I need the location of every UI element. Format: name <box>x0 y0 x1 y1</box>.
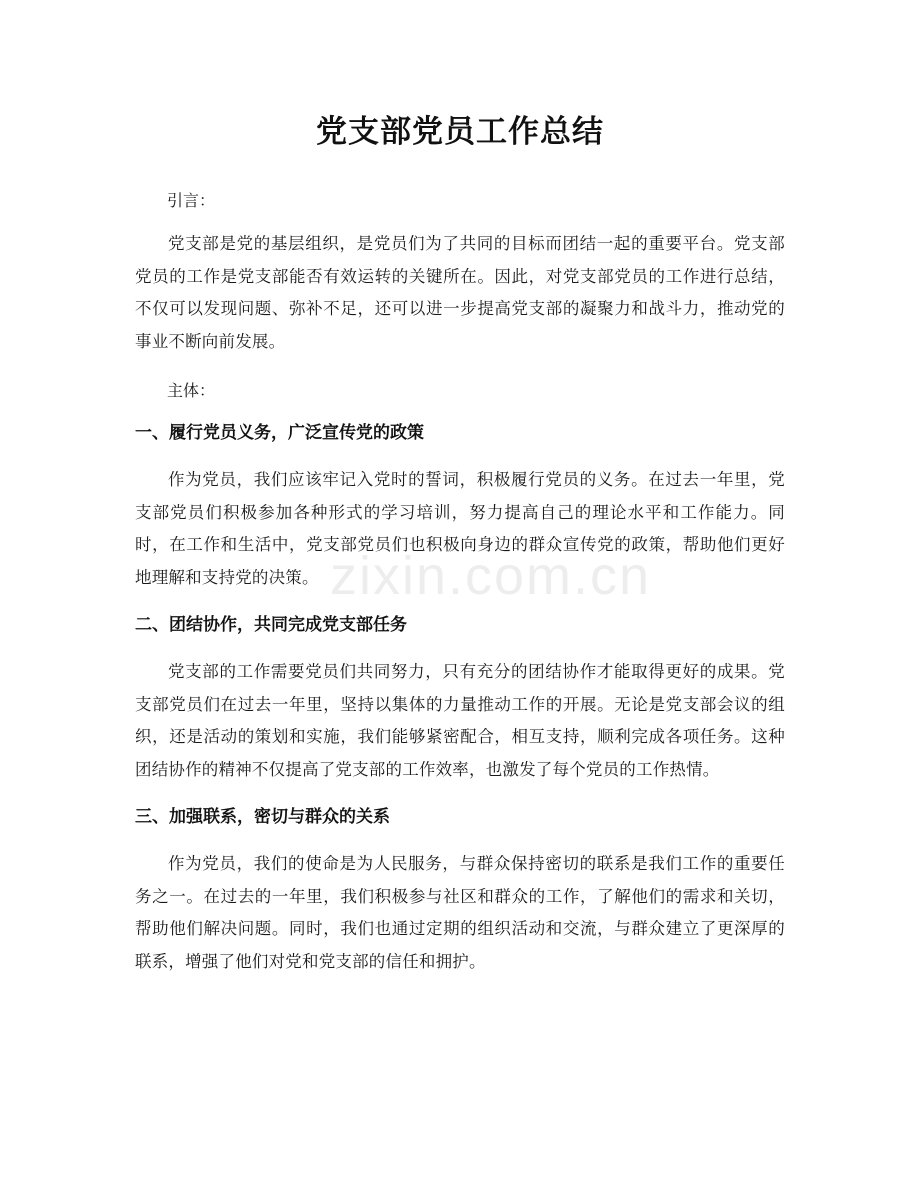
section-heading-3: 三、加强联系，密切与群众的关系 <box>135 807 390 827</box>
document-body <box>135 180 785 978</box>
watermark: zixin.com.cn <box>330 546 652 606</box>
section-paragraph-1: 作为党员，我们应该牢记入党时的誓词，积极履行党员的义务。在过去一年里，党支部党员们积极参加各种形式的学习培训，努力提高自己的理论水平和工作能力。同时，在工作和生活中，党支部党员们也积极向身边的群众宣传党的政策，帮助他们更好地理解和支持党的决策。 <box>135 470 785 587</box>
intro-label: 引言： <box>167 191 216 210</box>
section-heading-1: 一、履行党员义务，广泛宣传党的政策 <box>135 423 424 443</box>
intro-paragraph: 党支部是党的基层组织，是党员们为了共同的目标而团结一起的重要平台。党支部党员的工作是党支部能否有效运转的关键所在。因此，对党支部党员的工作进行总结，不仅可以发现问题、弥补不足，还可以进一步提高党支部的凝聚力和战斗力，推动党的事业不断向前发展。 <box>135 234 785 351</box>
section-heading-2: 二、团结协作，共同完成党支部任务 <box>135 615 407 635</box>
page-title: 党支部党员工作总结 <box>316 114 604 150</box>
section-paragraph-3: 作为党员，我们的使命是为人民服务，与群众保持密切的联系是我们工作的重要任务之一。在过去的一年里，我们积极参与社区和群众的工作，了解他们的需求和关切，帮助他们解决问题。同时，我们也通过定期的组织活动和交流，与群众建立了更深厚的联系，增强了他们对党和党支部的信任和拥护。 <box>135 854 785 971</box>
body-label: 主体： <box>167 381 216 400</box>
section-paragraph-2: 党支部的工作需要党员们共同努力，只有充分的团结协作才能取得更好的成果。党支部党员们在过去一年里，坚持以集体的力量推动工作的开展。无论是党支部会议的组织，还是活动的策划和实施，我们能够紧密配合，相互支持，顺利完成各项任务。这种团结协作的精神不仅提高了党支部的工作效率，也激发了每个党员的工作热情。 <box>135 662 785 779</box>
